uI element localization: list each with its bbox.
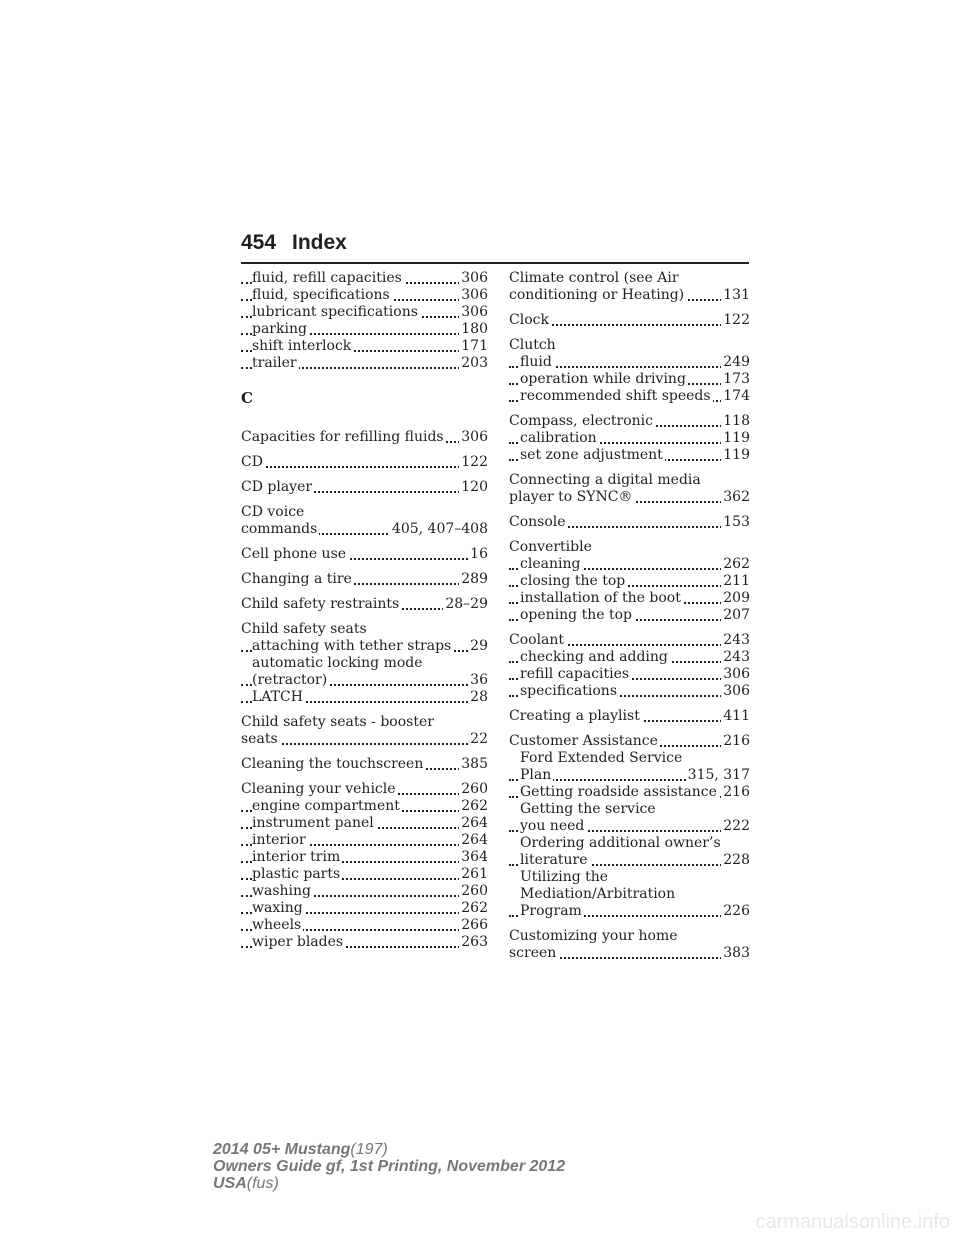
- footer-model: 2014 05+ Mustang: [213, 1141, 351, 1158]
- index-line: Program 226: [509, 903, 750, 920]
- index-line: Getting the service: [520, 801, 656, 817]
- index-entry: [241, 454, 488, 471]
- index-line: Utilizing the: [520, 869, 609, 885]
- index-line: Compass, electronic 118: [509, 413, 750, 429]
- footer-edition: Owners Guide gf, 1st Printing, November 2012: [213, 1158, 566, 1175]
- index-line: Console 153: [509, 514, 750, 530]
- index-line: Cell phone use 16: [241, 546, 488, 562]
- index-line: player to SYNC® 362: [509, 489, 750, 505]
- index-entry: [241, 756, 488, 773]
- index-line: opening the top 207: [509, 607, 750, 624]
- index-entry: [509, 337, 750, 405]
- index-line: parking 180: [241, 321, 488, 338]
- index-line: trailer 203: [241, 355, 488, 372]
- index-line: fluid, specifications 306: [241, 287, 488, 304]
- index-line: commands 405, 407–408: [241, 521, 488, 537]
- index-line: Child safety restraints 28–29: [241, 596, 488, 612]
- index-entry: [509, 632, 750, 700]
- index-entry: [241, 504, 488, 538]
- index-line: Connecting a digital media: [509, 472, 701, 488]
- index-line: interior trim 364: [241, 849, 488, 866]
- index-entry-continuation: [241, 270, 488, 372]
- index-line: Customizing your home: [509, 928, 678, 944]
- index-entry: [241, 479, 488, 496]
- index-entry: [509, 928, 750, 962]
- index-entry: [509, 270, 750, 304]
- index-line: CD voice: [241, 504, 305, 520]
- index-line: engine compartment 262: [241, 798, 488, 815]
- index-line: waxing 262: [241, 900, 488, 917]
- index-line: Capacities for refilling fluids 306: [241, 429, 488, 445]
- index-line: fluid 249: [509, 354, 750, 371]
- index-line: Clock 122: [509, 312, 750, 328]
- index-line: fluid, refill capacities 306: [241, 270, 488, 287]
- footer-line: [213, 1158, 565, 1175]
- index-line: Ordering additional owner’s: [520, 835, 721, 851]
- index-line: literature 228: [509, 852, 750, 869]
- footer-region: USA: [213, 1175, 247, 1192]
- watermark: carmanualsonline.info: [755, 1211, 950, 1233]
- index-column-left: [241, 270, 488, 959]
- footer-region-code: (fus): [246, 1175, 279, 1192]
- index-line: set zone adjustment 119: [509, 447, 750, 464]
- index-line: shift interlock 171: [241, 338, 488, 355]
- index-line: washing 260: [241, 883, 488, 900]
- index-entry: [241, 429, 488, 446]
- index-line: refill capacities 306: [509, 666, 750, 683]
- index-entry: [509, 708, 750, 725]
- index-line: Convertible: [509, 539, 592, 555]
- index-line: recommended shift speeds 174: [509, 388, 750, 405]
- index-line: screen 383: [509, 945, 750, 961]
- index-entry: [241, 596, 488, 613]
- index-line: (retractor) 36: [241, 672, 488, 689]
- index-entry: [509, 733, 750, 920]
- index-line: Clutch: [509, 337, 556, 353]
- index-entry: [241, 781, 488, 951]
- index-entry: [509, 312, 750, 329]
- index-line: calibration 119: [509, 430, 750, 447]
- index-line: Getting roadside assistance 216: [509, 784, 750, 801]
- index-line: wiper blades 263: [241, 934, 488, 951]
- index-line: lubricant specifications 306: [241, 304, 488, 321]
- index-line: specifications 306: [509, 683, 750, 700]
- index-line: conditioning or Heating) 131: [509, 287, 750, 303]
- index-entry: [241, 571, 488, 588]
- document-footer: [213, 1141, 565, 1192]
- index-line: Cleaning the touchscreen 385: [241, 756, 488, 772]
- index-line: Cleaning your vehicle 260: [241, 781, 488, 797]
- index-line: automatic locking mode: [252, 655, 423, 671]
- index-line: you need 222: [509, 818, 750, 835]
- index-entry: [509, 514, 750, 531]
- index-line: Mediation/Arbitration: [520, 886, 676, 902]
- index-line: Child safety seats - booster: [241, 714, 434, 730]
- index-line: instrument panel 264: [241, 815, 488, 832]
- index-entry: [241, 546, 488, 563]
- index-entry: [509, 472, 750, 506]
- index-line: Ford Extended Service: [520, 750, 683, 766]
- index-line: Customer Assistance 216: [509, 733, 750, 749]
- index-entry: [509, 413, 750, 464]
- page-header: [241, 230, 749, 264]
- index-column-right: [509, 270, 750, 970]
- index-line: LATCH 28: [241, 689, 488, 706]
- index-line: Plan 315, 317: [509, 767, 750, 784]
- index-entry: [509, 539, 750, 624]
- index-line: Coolant 243: [509, 632, 750, 648]
- index-line: checking and adding 243: [509, 649, 750, 666]
- index-line: Creating a playlist 411: [509, 708, 750, 724]
- footer-code: (197): [350, 1141, 388, 1158]
- index-line: interior 264: [241, 832, 488, 849]
- index-line: installation of the boot 209: [509, 590, 750, 607]
- section-letter: C: [241, 389, 253, 407]
- index-line: wheels 266: [241, 917, 488, 934]
- index-line: Changing a tire 289: [241, 571, 488, 587]
- index-line: plastic parts 261: [241, 866, 488, 883]
- page-title: Index: [292, 231, 347, 254]
- page-number: 454: [241, 231, 277, 254]
- index-line: CD player 120: [241, 479, 488, 495]
- index-line: seats 22: [241, 731, 488, 747]
- index-line: cleaning 262: [509, 556, 750, 573]
- index-line: Climate control (see Air: [509, 270, 679, 286]
- footer-line: [213, 1175, 565, 1192]
- footer-line: [213, 1141, 565, 1158]
- index-line: operation while driving 173: [509, 371, 750, 388]
- index-line: attaching with tether straps 29: [241, 638, 488, 655]
- index-entry: [241, 714, 488, 748]
- index-line: Child safety seats: [241, 621, 367, 637]
- index-line: CD 122: [241, 454, 488, 470]
- index-entry: [241, 621, 488, 706]
- index-line: closing the top 211: [509, 573, 750, 590]
